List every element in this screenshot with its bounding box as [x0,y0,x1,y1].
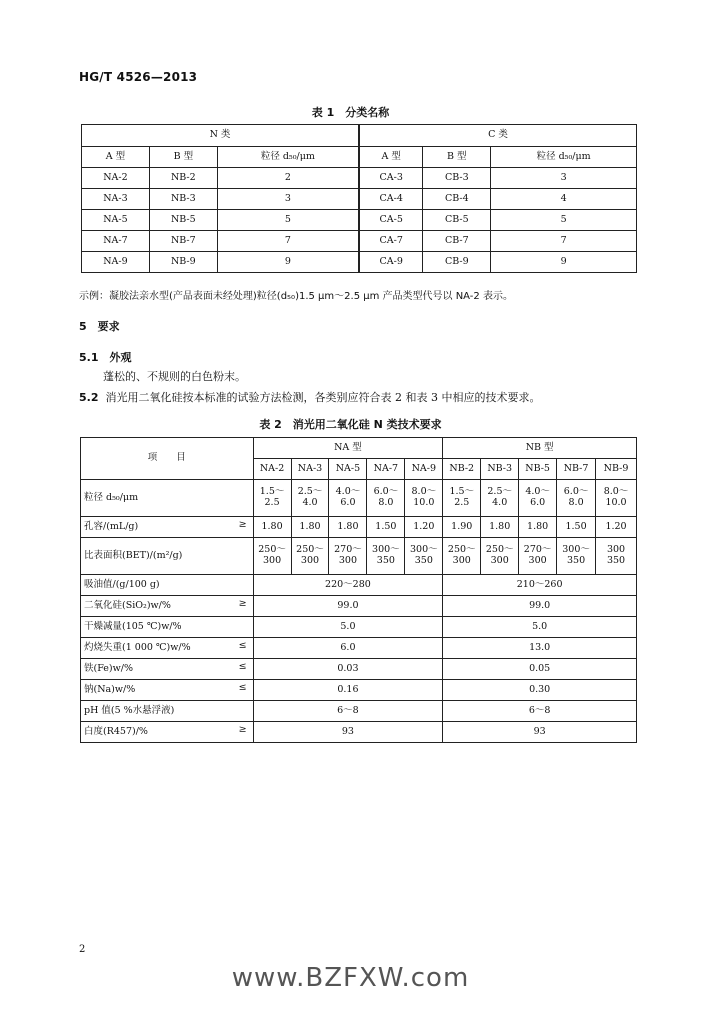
table-row [81,517,637,538]
row-label: 孔容/(mL/g) ≥ [81,517,254,538]
row-label: 灼烧失重(1 000 ℃)w/% ≤ [81,638,254,659]
table-cell: 8.0～ 10.0 [405,480,443,517]
section-5-heading: 5 要求 [79,320,120,333]
n-class-requirements-table [80,437,637,743]
table-cell: 250～ 300 [291,538,329,575]
row-label: pH 值(5 %水悬浮液) [81,701,254,722]
table-cell: 93 [253,722,443,743]
table-cell: 7 [217,231,359,252]
section-5-2-text: 消光用二氧化硅按本标准的试验方法检测，各类别应符合表 2 和表 3 中相应的技术要求。 [105,391,541,404]
table-cell: NA-7 [82,231,150,252]
table-cell: 250～ 300 [253,538,291,575]
table-cell: 8.0～ 10.0 [596,480,637,517]
section-5-1-text: 蓬松的、不规则的白色粉末。 [103,370,246,383]
table-row [82,168,637,189]
table-row [82,231,637,252]
table2-caption: 表 2 消光用二氧化硅 N 类技术要求 [259,418,442,431]
table-cell: 1.80 [291,517,329,538]
table-cell: NA-3 [82,189,150,210]
table-cell: CA-4 [359,189,423,210]
table-cell: 2.5～ 4.0 [291,480,329,517]
table-cell: CB-4 [423,189,491,210]
row-label: 二氧化硅(SiO₂)w/% ≥ [81,596,254,617]
table-cell: 300～ 350 [367,538,405,575]
table-cell: CB-9 [423,252,491,273]
row-label: 粒径 d₅₀/μm [81,480,254,517]
c-col-d-header: 粒径 d₅₀/μm [491,147,637,168]
grade-header: NA-2 [253,459,291,480]
table-cell: NB-3 [149,189,217,210]
table-cell: CB-7 [423,231,491,252]
table-cell: 6.0～ 8.0 [367,480,405,517]
table-cell: 1.80 [253,517,291,538]
section-5-2-paragraph [79,389,540,405]
table-cell: 300～ 350 [405,538,443,575]
table-cell: 1.50 [367,517,405,538]
table-cell: NA-2 [82,168,150,189]
table-cell: 5.0 [443,617,637,638]
n-col-a-header: A 型 [82,147,150,168]
table-cell: 1.50 [557,517,596,538]
table-cell: 1.80 [329,517,367,538]
row-label: 比表面积(BET)/(m²/g) [81,538,254,575]
table-cell: 9 [217,252,359,273]
table-cell: 5.0 [253,617,443,638]
table-cell: 7 [491,231,637,252]
nb-type-header: NB 型 [443,438,637,459]
table-cell: 220～280 [253,575,443,596]
table-cell: NB-5 [149,210,217,231]
table-row [81,659,637,680]
table-cell: 5 [491,210,637,231]
table-cell: 3 [491,168,637,189]
table-row [81,701,637,722]
table-cell: 93 [443,722,637,743]
table-cell: NB-2 [149,168,217,189]
table-cell: 1.90 [443,517,481,538]
table-cell: CA-5 [359,210,423,231]
item-header: 项 目 [81,438,254,480]
grade-header: NB-3 [481,459,519,480]
table-cell: CB-3 [423,168,491,189]
table-cell: 270～ 300 [519,538,557,575]
c-col-a-header: A 型 [359,147,423,168]
table-cell: CA-7 [359,231,423,252]
table-cell: 1.80 [519,517,557,538]
table-cell: 0.05 [443,659,637,680]
grade-header: NA-7 [367,459,405,480]
table-cell: CA-3 [359,168,423,189]
table-cell: 4 [491,189,637,210]
table-cell: 4.0～ 6.0 [329,480,367,517]
table-cell: NA-9 [82,252,150,273]
table-cell: 1.5～ 2.5 [253,480,291,517]
footer-watermark: www.BZFXW.com [231,963,470,993]
section-5-1-heading: 5.1 外观 [79,351,132,364]
table-cell: 2 [217,168,359,189]
document-id: HG/T 4526—2013 [79,70,198,84]
table-cell: 13.0 [443,638,637,659]
n-col-d-header: 粒径 d₅₀/μm [217,147,359,168]
table-row [81,538,637,575]
grade-header: NB-5 [519,459,557,480]
c-group-header: C 类 [359,125,637,147]
table-cell: 99.0 [253,596,443,617]
table-cell: 250～ 300 [481,538,519,575]
table-cell: 210～260 [443,575,637,596]
table-cell: 1.80 [481,517,519,538]
table-cell: 3 [217,189,359,210]
grade-header: NB-9 [596,459,637,480]
row-label: 铁(Fe)w/% ≤ [81,659,254,680]
table-cell: 300 350 [596,538,637,575]
c-col-b-header: B 型 [423,147,491,168]
table-cell: 0.30 [443,680,637,701]
grade-header: NA-3 [291,459,329,480]
table-cell: CA-9 [359,252,423,273]
table1-caption: 表 1 分类名称 [311,106,390,119]
classification-table [81,124,637,273]
table-cell: 9 [491,252,637,273]
table-cell: 2.5～ 4.0 [481,480,519,517]
table-cell: NB-7 [149,231,217,252]
table-row [81,617,637,638]
row-label: 干燥减量(105 ℃)w/% [81,617,254,638]
table-cell: 5 [217,210,359,231]
table-cell: 6～8 [443,701,637,722]
table-cell: 6.0 [253,638,443,659]
table-row [81,680,637,701]
table-row [81,575,637,596]
row-label: 钠(Na)w/% ≤ [81,680,254,701]
table-cell: 4.0～ 6.0 [519,480,557,517]
grade-header: NA-9 [405,459,443,480]
table-row [82,252,637,273]
table-cell: NA-5 [82,210,150,231]
example-note: 示例：凝胶法亲水型(产品表面未经处理)粒径(d₅₀)1.5 μm～2.5 μm 产品类型代号以 NA-2 表示。 [79,291,513,302]
table-cell: 99.0 [443,596,637,617]
table-row [82,189,637,210]
table-cell: CB-5 [423,210,491,231]
table-row [81,480,637,517]
section-5-2-number: 5.2 [79,391,99,404]
grade-header: NB-7 [557,459,596,480]
table-cell: 6～8 [253,701,443,722]
table-cell: NB-9 [149,252,217,273]
page-number: 2 [79,944,86,955]
table-cell: 6.0～ 8.0 [557,480,596,517]
grade-header: NA-5 [329,459,367,480]
table-row [82,210,637,231]
grade-header: NB-2 [443,459,481,480]
table-cell: 0.16 [253,680,443,701]
row-label: 白度(R457)/% ≥ [81,722,254,743]
table-row [81,596,637,617]
na-type-header: NA 型 [253,438,443,459]
table-cell: 1.20 [405,517,443,538]
table-cell: 1.20 [596,517,637,538]
table-cell: 0.03 [253,659,443,680]
table-row [81,638,637,659]
n-col-b-header: B 型 [149,147,217,168]
table-row [81,722,637,743]
table-cell: 300～ 350 [557,538,596,575]
row-label: 吸油值/(g/100 g) [81,575,254,596]
table-cell: 250～ 300 [443,538,481,575]
table-cell: 270～ 300 [329,538,367,575]
n-group-header: N 类 [82,125,359,147]
table-cell: 1.5～ 2.5 [443,480,481,517]
